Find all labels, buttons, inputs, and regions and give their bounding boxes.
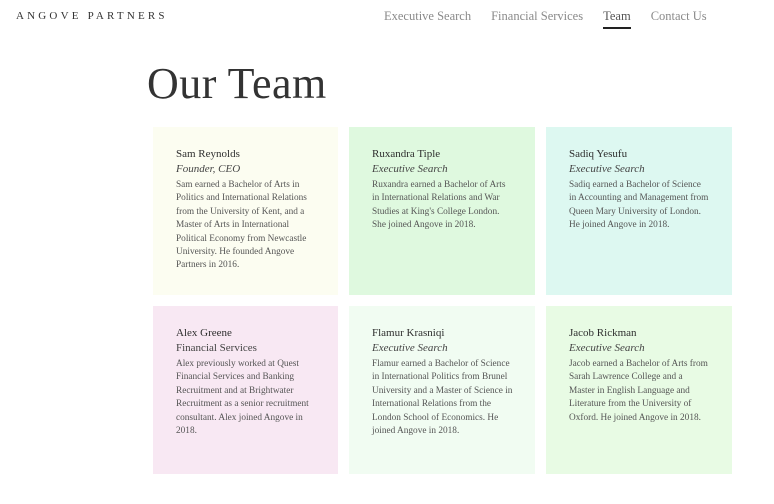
member-name: Ruxandra Tiple (372, 148, 441, 160)
member-name: Sadiq Yesufu (569, 148, 628, 160)
member-role: Executive Search (372, 163, 448, 175)
member-name: Sam Reynolds (176, 148, 240, 160)
nav-executive-search[interactable]: Executive Search (384, 9, 472, 23)
member-role: Executive Search (569, 342, 645, 354)
page-title: Our Team (147, 59, 327, 108)
brand-logo[interactable]: ANGOVE PARTNERS (16, 10, 168, 22)
member-role: Executive Search (569, 163, 645, 175)
nav-team[interactable]: Team (603, 9, 631, 28)
team-grid (153, 127, 732, 474)
main-nav (384, 9, 727, 28)
team-card-sadiq-yesufu (546, 127, 732, 295)
team-card-ruxandra-tiple (349, 127, 535, 295)
member-role: Financial Services (176, 342, 257, 354)
member-role: Executive Search (372, 342, 448, 354)
team-card-sam-reynolds (153, 127, 338, 295)
member-bio: Alex previously worked at Quest Financial Services and Banking Recruitment and at Brightwater Recruitment as a senior recruitment consultant. Alex joined Angove in 2018. (176, 359, 309, 437)
member-role: Founder, CEO (176, 163, 241, 175)
member-bio: Flamur earned a Bachelor of Science in International Politics from Brunel University and a Master of Science in International Relations from the London School of Economics. He joined Angove in 2018. (372, 359, 513, 437)
member-name: Flamur Krasniqi (372, 327, 445, 339)
nav-contact-us[interactable]: Contact Us (650, 9, 707, 23)
team-card-alex-greene (153, 306, 338, 474)
member-name: Jacob Rickman (569, 327, 637, 339)
team-card-jacob-rickman (546, 306, 732, 474)
team-card-flamur-krasniqi (349, 306, 535, 474)
member-bio: Sam earned a Bachelor of Arts in Politics and International Relations from the University of Kent, and a Master of Arts in International Political Economy from Newcastle University. He founded Angove Partners in 2016. (176, 180, 307, 271)
member-bio: Ruxandra earned a Bachelor of Arts in International Relations and War Studies at King's College London. She joined Angove in 2018. (372, 180, 506, 231)
member-name: Alex Greene (176, 327, 232, 339)
member-bio: Sadiq earned a Bachelor of Science in Accounting and Management from Queen Mary University of London. He joined Angove in 2018. (569, 180, 709, 231)
member-bio: Jacob earned a Bachelor of Arts from Sarah Lawrence College and a Master in English Language and Literature from the University of Oxford. He joined Angove in 2018. (569, 359, 708, 423)
nav-financial-services[interactable]: Financial Services (491, 9, 584, 23)
